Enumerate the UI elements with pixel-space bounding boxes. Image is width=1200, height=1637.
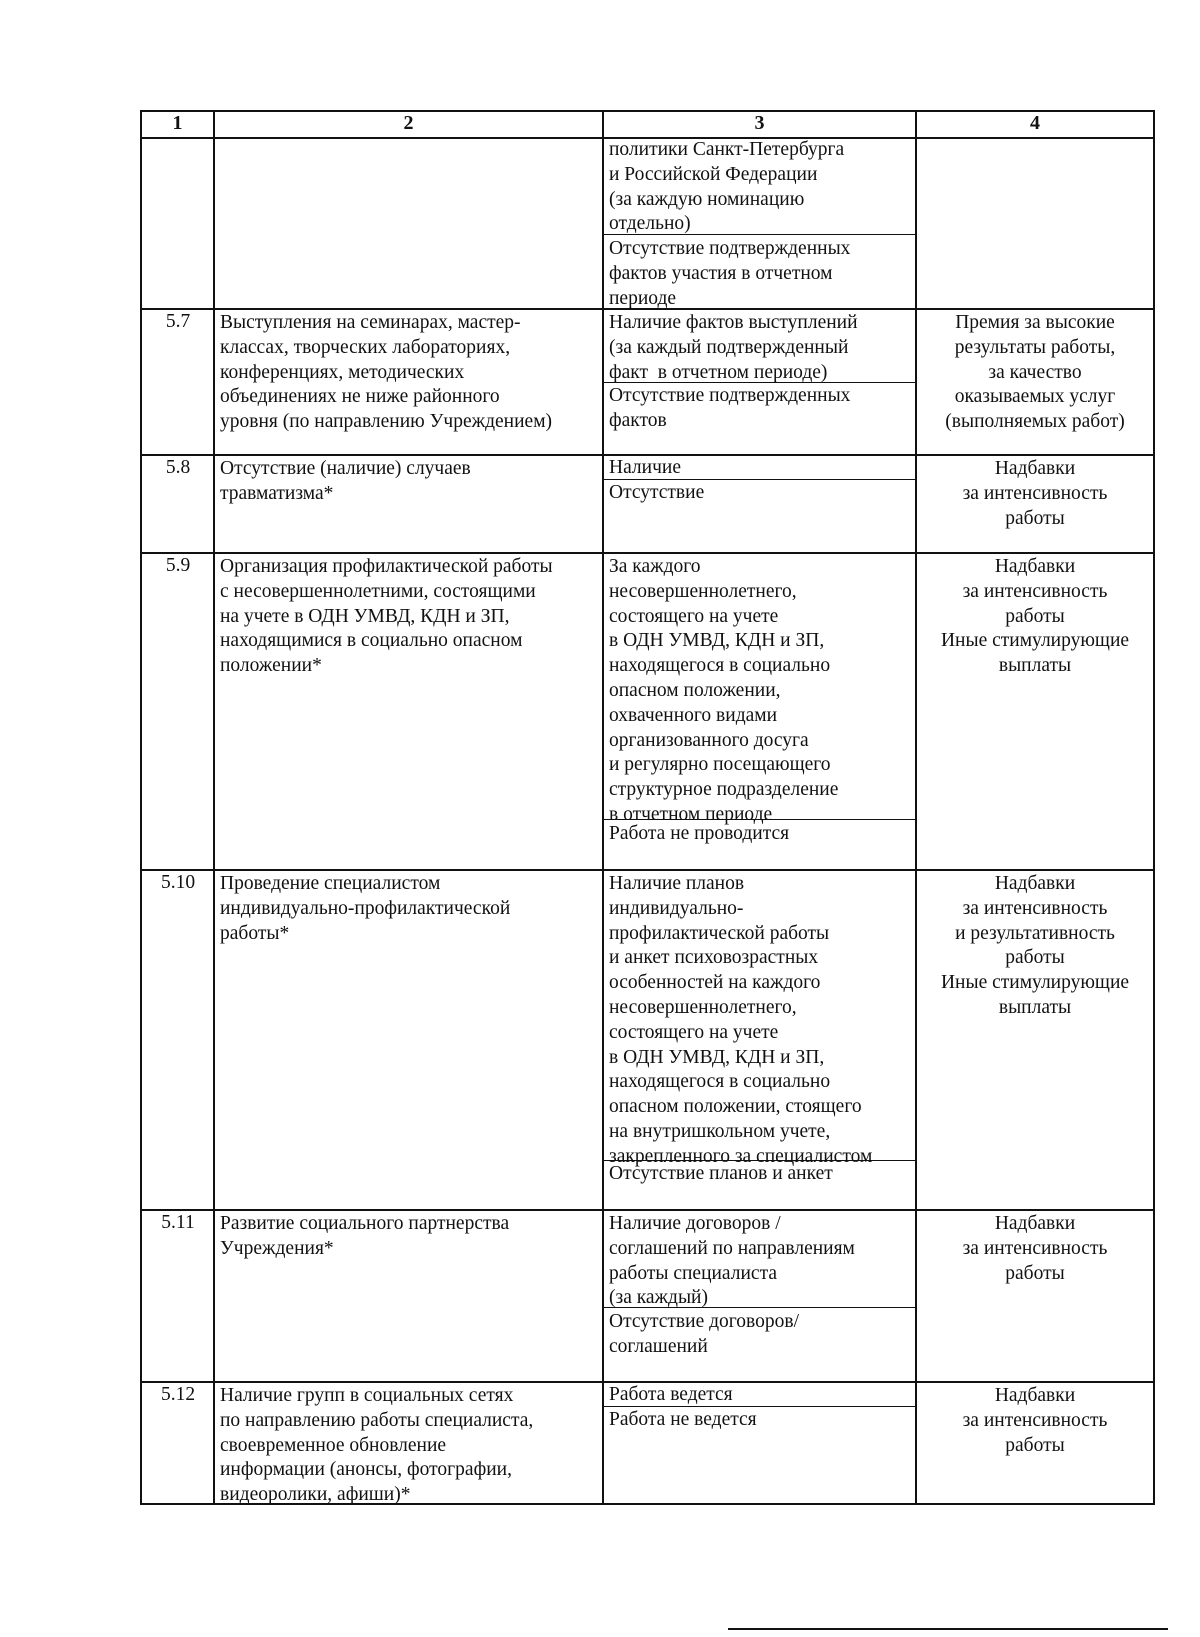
row-number: 5.12 (160, 1384, 196, 1405)
criterion-text: Организация профилактической работы с несовершеннолетними, состоящими на учете в ОДН УМВД, КДН и ЗП, находящимися в социально опасном положении* (220, 556, 553, 677)
row-number: 5.8 (165, 457, 191, 478)
condition-text: Отсутствие подтвержденных фактов участия в отчетном периоде (609, 238, 851, 309)
criterion-text: Развитие социального партнерства Учреждения* (220, 1213, 510, 1259)
scan-artifact-line (728, 1628, 1168, 1630)
condition-text: Отсутствие (609, 482, 705, 503)
condition-text: Наличие фактов выступлений (за каждый подтвержденный факт в отчетном периоде) (609, 312, 858, 383)
criterion-text: Отсутствие (наличие) случаев травматизма* (220, 458, 471, 504)
condition-text: политики Санкт-Петербурга и Российской Федерации (за каждую номинацию отдельно) (609, 139, 845, 235)
row-divider (140, 1209, 1155, 1211)
condition-text: Наличие (609, 457, 681, 478)
payment-text: Надбавки за интенсивность работы Иные стимулирующие выплаты (940, 556, 1130, 677)
row-number: 5.9 (165, 555, 191, 576)
header-cell-1: 1 (172, 112, 183, 134)
row-number: 5.10 (160, 872, 196, 893)
row-divider (140, 552, 1155, 554)
header-cell-3: 3 (754, 112, 765, 134)
header-cell-2: 2 (403, 112, 414, 134)
row-divider (140, 869, 1155, 871)
header-cell-4: 4 (1030, 112, 1040, 134)
condition-text: Отсутствие планов и анкет (609, 1163, 833, 1184)
criterion-text: Проведение специалистом индивидуально-профилактической работы* (220, 873, 511, 944)
condition-text: За каждого несовершеннолетнего, состоящего на учете в ОДН УМВД, КДН и ЗП, находящегося в социально опасном положении, охваченного видами организованного досуга и регулярно посещающего структурное подразделение в отчетном периоде (609, 556, 839, 825)
condition-text: Наличие планов индивидуально- профилактической работы и анкет психовозрастных особенностей на каждого несовершеннолетнего, состоящего на учете в ОДН УМВД, КДН и ЗП, находящегося в социально опасном положении, стоящего на внутришкольном учете, закрепленного за специалистом (609, 873, 873, 1167)
payment-text: Премия за высокие результаты работы, за качество оказываемых услуг (выполняемых работ) (945, 312, 1125, 433)
payment-text: Надбавки за интенсивность работы (962, 458, 1108, 529)
condition-text: Отсутствие договоров/ соглашений (609, 1311, 799, 1357)
criterion-text: Наличие групп в социальных сетях по направлению работы специалиста, своевременное обновление информации (анонсы, фотографии, видеоролики, афиши)* (220, 1385, 534, 1506)
payment-text: Надбавки за интенсивность работы (962, 1385, 1108, 1456)
condition-text: Работа ведется (609, 1384, 733, 1405)
row-number: 5.7 (165, 311, 191, 332)
row-number: 5.11 (161, 1212, 195, 1233)
condition-text: Работа не проводится (609, 823, 790, 844)
condition-text: Наличие договоров / соглашений по направлениям работы специалиста (за каждый) (609, 1213, 855, 1309)
criterion-text: Выступления на семинарах, мастер- классах, творческих лабораториях, конференциях, методических объединениях не ниже районного уровня (по направлению Учреждением) (220, 312, 553, 433)
condition-text: Работа не ведется (609, 1409, 757, 1430)
column-divider (602, 110, 604, 1505)
payment-text: Надбавки за интенсивность и результативность работы Иные стимулирующие выплаты (940, 873, 1130, 1018)
condition-text: Отсутствие подтвержденных фактов (609, 385, 851, 431)
payment-text: Надбавки за интенсивность работы (962, 1213, 1108, 1284)
